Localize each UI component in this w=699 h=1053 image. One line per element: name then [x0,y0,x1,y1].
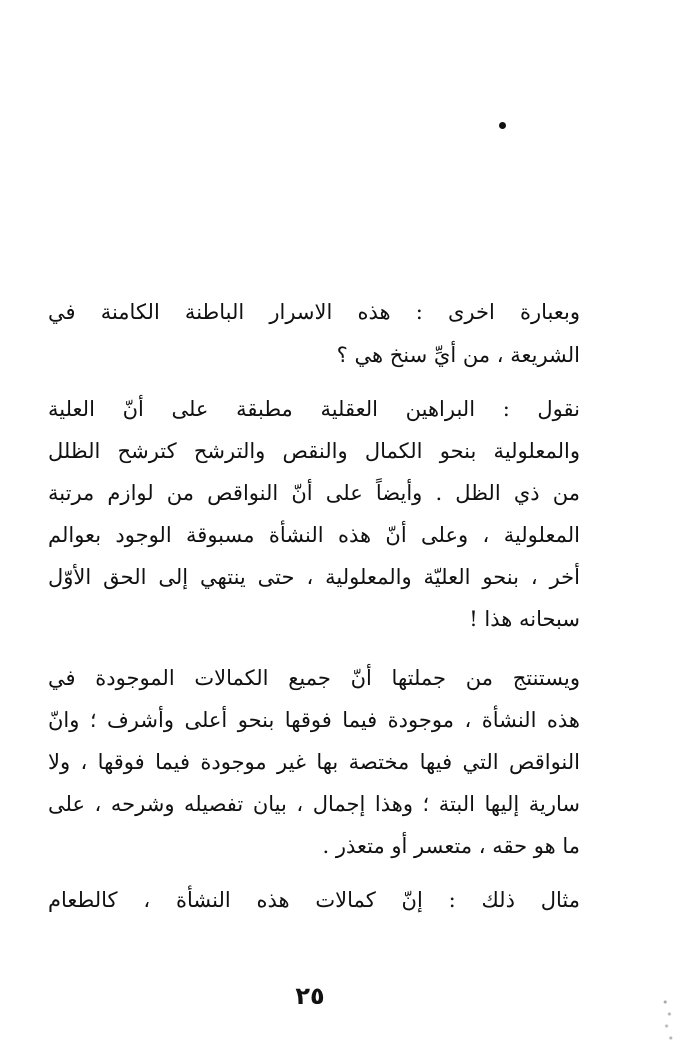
ink-dot [499,122,506,129]
text-line: المعلولية ، وعلى أنّ هذه النشأة مسبوقة الوجود بعوالم [48,523,580,547]
text-line: هذه النشأة ، موجودة فيما فوقها بنحو أعلى وأشرف ؛ وانّ [48,708,580,732]
text-line: الشريعة ، من أيِّ سنخ هي ؟ [336,343,580,367]
text-line: ويستنتج من جملتها أنّ جميع الكمالات الموجودة في [48,666,580,690]
text-line: سارية إليها البتة ؛ وهذا إجمال ، بيان تفصيله وشرحه ، على [48,792,580,816]
scan-smudge [661,990,675,1050]
text-line: وبعبارة اخرى : هذه الاسرار الباطنة الكامنة في [48,300,580,324]
text-line: أخر ، بنحو العليّة والمعلولية ، حتى ينتهي إلى الحق الأوّل [48,565,580,589]
text-line: ما هو حقه ، متعسر أو متعذر . [322,834,580,858]
text-line: من ذي الظل . وأيضاً على أنّ النواقص من لوازم مرتبة [48,481,580,505]
text-line: مثال ذلك : إنّ كمالات هذه النشأة ، كالطعام [48,888,580,912]
page-number: ٢٥ [295,982,325,1010]
text-line: سبحانه هذا ! [469,607,580,631]
text-line: نقول : البراهين العقلية مطبقة على أنّ العلية [48,397,580,421]
text-line: والمعلولية بنحو الكمال والنقص والترشح كترشح الظلل [48,439,580,463]
text-line: النواقص التي فيها مختصة بها غير موجودة فيما فوقها ، ولا [48,750,580,774]
